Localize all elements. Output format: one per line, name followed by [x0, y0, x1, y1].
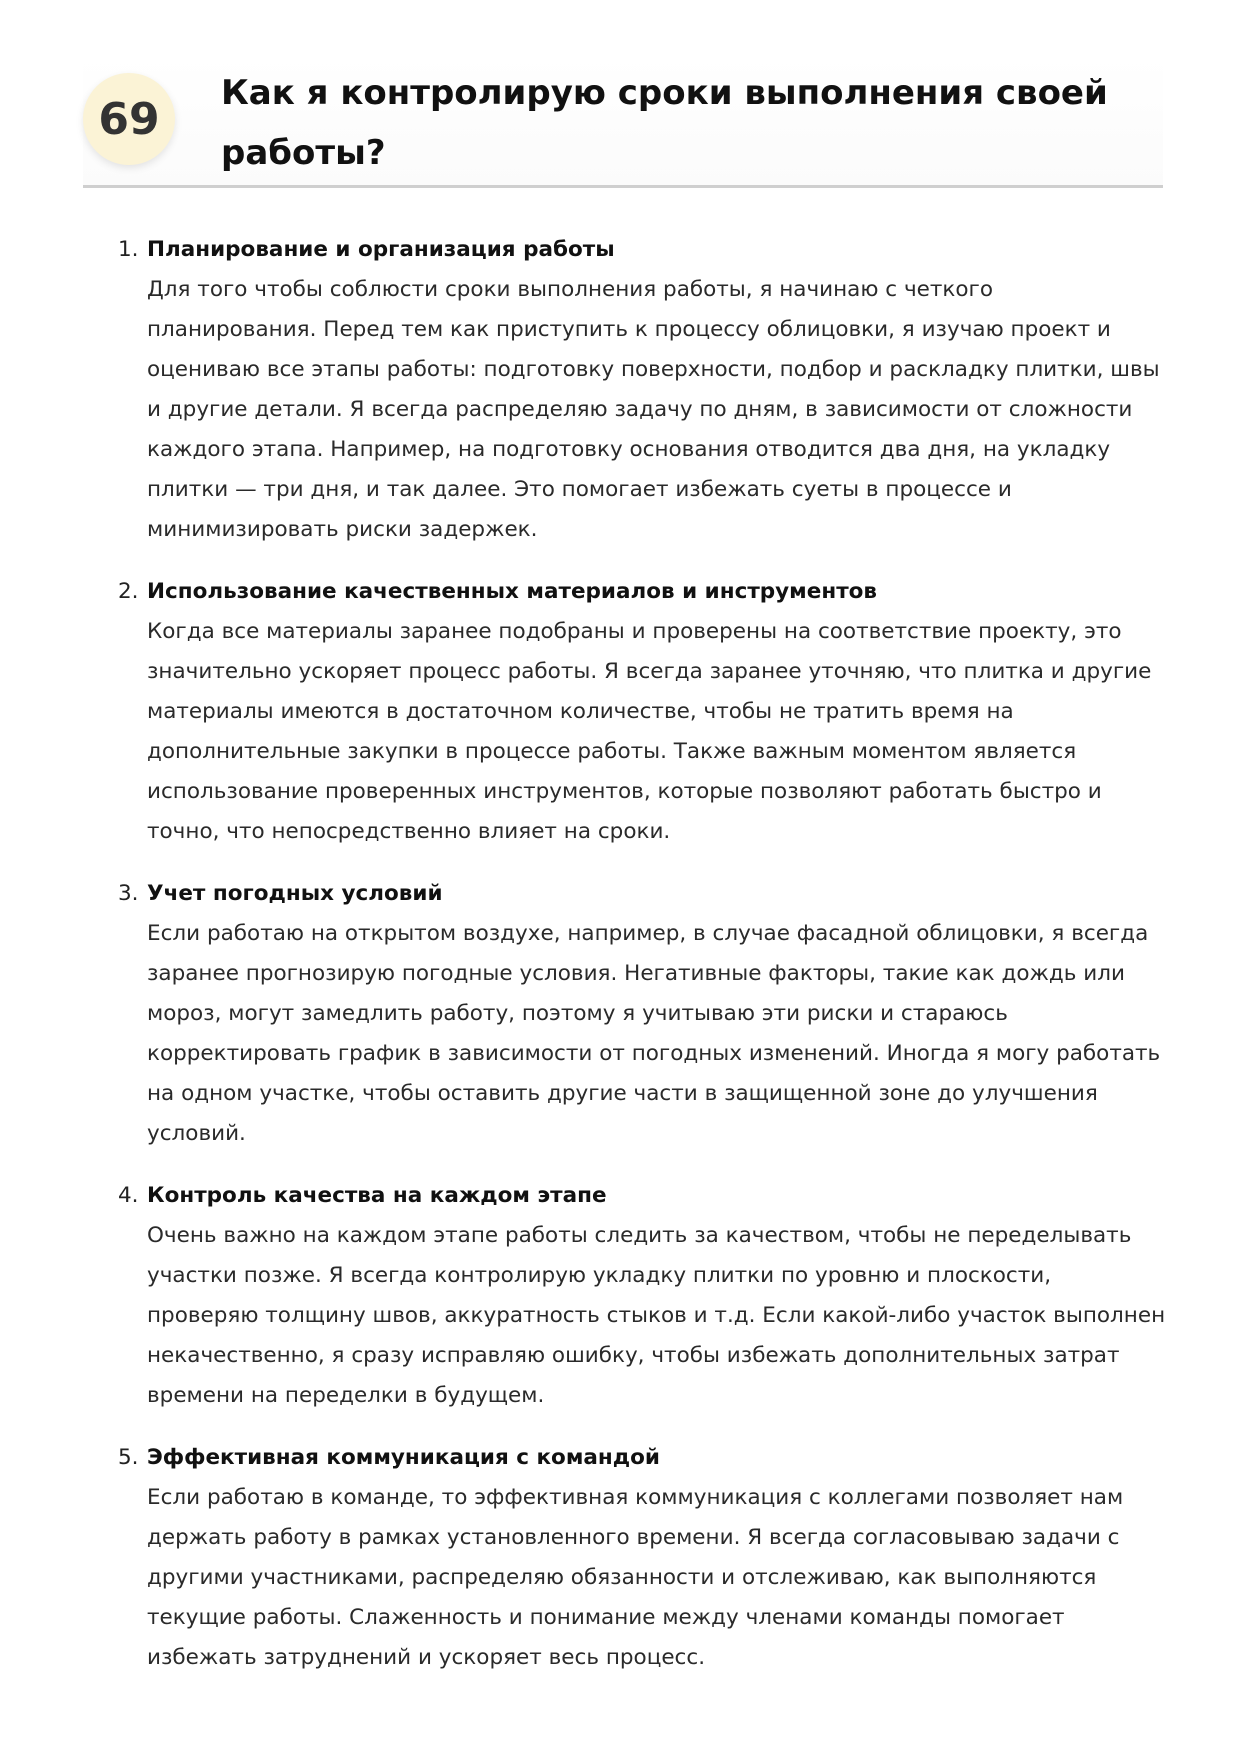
question-header: [83, 56, 1163, 188]
answer-list: [118, 230, 1168, 1700]
item-number: 4.: [118, 1183, 139, 1208]
item-text: Если работаю в команде, то эффективная коммуникация с коллегами позволяет нам держать работу в рамках установленного времени. Я всегда согласовываю задачи с другими участниками, распределяю обязанности и отслеживаю, как выполняются текущие работы. Слаженность и понимание между членами команды помогает избежать затруднений и ускоряет весь процесс.: [147, 1485, 1124, 1670]
item-heading: Использование качественных материалов и инструментов: [147, 579, 878, 604]
item-number: 3.: [118, 881, 139, 906]
list-item: [118, 572, 1168, 852]
item-heading: Учет погодных условий: [147, 881, 443, 906]
item-text: Для того чтобы соблюсти сроки выполнения работы, я начинаю с четкого планирования. Перед тем как приступить к процессу облицовки, я изучаю проект и оцениваю все этапы работы: подготовку поверхности, подбор и раскладку плитки, швы и другие детали. Я всегда распределяю задачу по дням, в зависимости от сложности каждого этапа. Например, на подготовку основания отводится два дня, на укладку плитки — три дня, и так далее. Это помогает избежать суеты в процессе и минимизировать риски задержек.: [147, 277, 1160, 542]
item-text: Если работаю на открытом воздухе, например, в случае фасадной облицовки, я всегда заранее прогнозирую погодные условия. Негативные факторы, такие как дождь или мороз, могут замедлить работу, поэтому я учитываю эти риски и стараюсь корректировать график в зависимости от погодных изменений. Иногда я могу работать на одном участке, чтобы оставить другие части в защищенной зоне до улучшения условий.: [147, 921, 1161, 1146]
item-text: Когда все материалы заранее подобраны и проверены на соответствие проекту, это значительно ускоряет процесс работы. Я всегда заранее уточняю, что плитка и другие материалы имеются в достаточном количестве, чтобы не тратить время на дополнительные закупки в процессе работы. Также важным моментом является использование проверенных инструментов, которые позволяют работать быстро и точно, что непосредственно влияет на сроки.: [147, 619, 1152, 844]
list-item: [118, 230, 1168, 550]
item-heading: Контроль качества на каждом этапе: [147, 1183, 607, 1208]
item-number: 1.: [118, 237, 139, 262]
list-item: [118, 874, 1168, 1154]
list-item: [118, 1176, 1168, 1416]
list-item: [118, 1438, 1168, 1678]
question-title: Как я контролирую сроки выполнения своей работы?: [221, 73, 1108, 173]
item-heading: Планирование и организация работы: [147, 237, 615, 262]
question-number-badge: 69: [83, 73, 175, 165]
item-number: 2.: [118, 579, 139, 604]
item-number: 5.: [118, 1445, 139, 1470]
item-heading: Эффективная коммуникация с командой: [147, 1445, 660, 1470]
item-text: Очень важно на каждом этапе работы следить за качеством, чтобы не переделывать участки позже. Я всегда контролирую укладку плитки по уровню и плоскости, проверяю толщину швов, аккуратность стыков и т.д. Если какой-либо участок выполнен некачественно, я сразу исправляю ошибку, чтобы избежать дополнительных затрат времени на переделки в будущем.: [147, 1223, 1166, 1408]
